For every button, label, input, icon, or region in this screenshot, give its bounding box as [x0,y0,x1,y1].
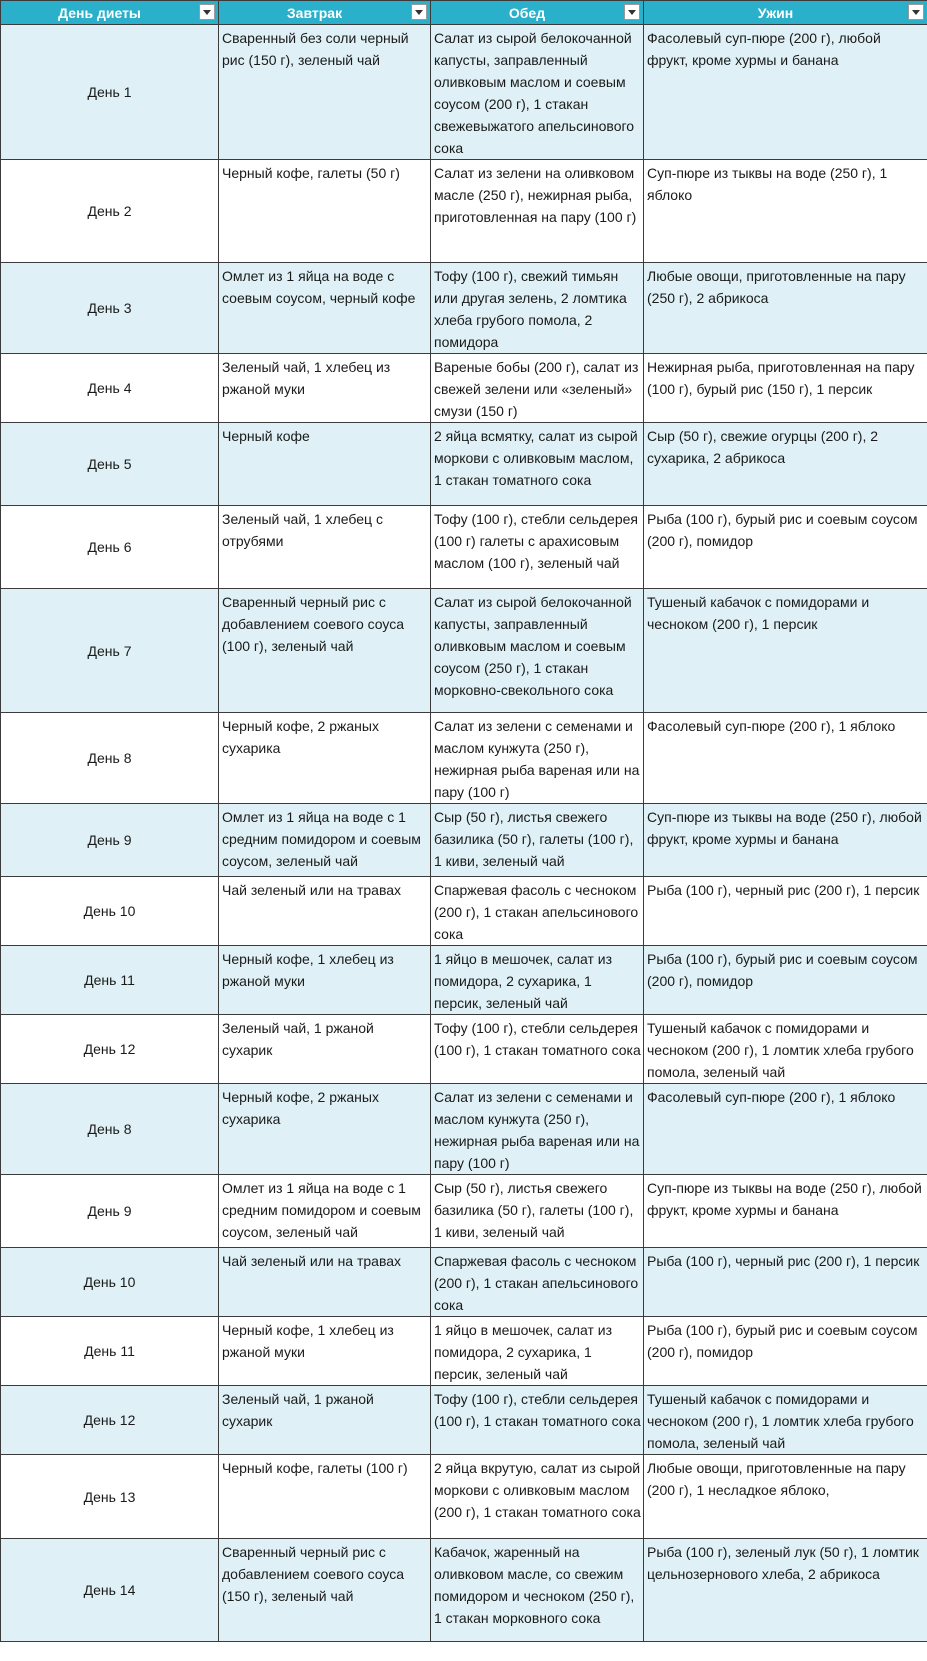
cell-dinner[interactable]: Рыба (100 г), черный рис (200 г), 1 персик [644,1248,927,1317]
cell-lunch[interactable]: 1 яйцо в мешочек, салат из помидора, 2 сухарика, 1 персик, зеленый чай [431,946,644,1015]
table-row [1,263,927,354]
filter-dropdown-icon[interactable] [908,4,924,20]
table-row [1,1317,927,1386]
table-row [1,877,927,946]
cell-breakfast[interactable]: Омлет из 1 яйца на воде с 1 средним помидором и соевым соусом, зеленый чай [219,1175,431,1248]
cell-breakfast[interactable]: Черный кофе, 2 ржаных сухарика [219,713,431,804]
cell-lunch[interactable]: Сыр (50 г), листья свежего базилика (50 г), галеты (100 г), 1 киви, зеленый чай [431,1175,644,1248]
cell-dinner[interactable]: Суп-пюре из тыквы на воде (250 г), любой фрукт, кроме хурмы и банана [644,1175,927,1248]
cell-breakfast[interactable]: Сваренный черный рис с добавлением соевого соуса (100 г), зеленый чай [219,589,431,713]
table-row [1,506,927,589]
cell-breakfast[interactable]: Омлет из 1 яйца на воде с 1 средним помидором и соевым соусом, зеленый чай [219,804,431,877]
cell-dinner[interactable]: Любые овощи, приготовленные на пару (200 г), 1 несладкое яблоко, [644,1455,927,1539]
header-dinner-label: Ужин [757,4,794,21]
cell-lunch[interactable]: Спаржевая фасоль с чесноком (200 г), 1 стакан апельсинового сока [431,877,644,946]
cell-lunch[interactable]: Салат из зелени на оливковом масле (250 г), нежирная рыба, приготовленная на пару (100 г) [431,160,644,263]
header-dinner [644,1,927,25]
table-row [1,804,927,877]
cell-day[interactable]: День 4 [1,354,219,423]
cell-breakfast[interactable]: Сваренный черный рис с добавлением соевого соуса (150 г), зеленый чай [219,1539,431,1642]
cell-dinner[interactable]: Суп-пюре из тыквы на воде (250 г), любой фрукт, кроме хурмы и банана [644,804,927,877]
cell-breakfast[interactable]: Черный кофе [219,423,431,506]
table-row [1,423,927,506]
cell-breakfast[interactable]: Зеленый чай, 1 ржаной сухарик [219,1386,431,1455]
cell-day[interactable]: День 2 [1,160,219,263]
cell-dinner[interactable]: Фасолевый суп-пюре (200 г), 1 яблоко [644,1084,927,1175]
table-row [1,946,927,1015]
cell-breakfast[interactable]: Черный кофе, 1 хлебец из ржаной муки [219,946,431,1015]
cell-lunch[interactable]: Тофу (100 г), стебли сельдерея (100 г), 1 стакан томатного сока [431,1386,644,1455]
cell-day[interactable]: День 13 [1,1455,219,1539]
cell-day[interactable]: День 11 [1,1317,219,1386]
header-breakfast-label: Завтрак [286,4,343,21]
cell-dinner[interactable]: Рыба (100 г), бурый рис и соевым соусом (200 г), помидор [644,946,927,1015]
header-day [1,1,219,25]
cell-day[interactable]: День 8 [1,1084,219,1175]
cell-breakfast[interactable]: Черный кофе, 2 ржаных сухарика [219,1084,431,1175]
cell-lunch[interactable]: Тофу (100 г), свежий тимьян или другая зелень, 2 ломтика хлеба грубого помола, 2 помидора [431,263,644,354]
table-row [1,25,927,160]
cell-day[interactable]: День 8 [1,713,219,804]
cell-lunch[interactable]: Салат из зелени с семенами и маслом кунжута (250 г), нежирная рыба вареная или на пару (100 г) [431,1084,644,1175]
filter-dropdown-icon[interactable] [624,4,640,20]
table-row [1,1386,927,1455]
cell-day[interactable]: День 9 [1,1175,219,1248]
cell-day[interactable]: День 9 [1,804,219,877]
table-body [1,25,927,1642]
header-breakfast [219,1,431,25]
cell-breakfast[interactable]: Чай зеленый или на травах [219,1248,431,1317]
cell-breakfast[interactable]: Чай зеленый или на травах [219,877,431,946]
cell-breakfast[interactable]: Черный кофе, галеты (50 г) [219,160,431,263]
cell-day[interactable]: День 5 [1,423,219,506]
cell-day[interactable]: День 12 [1,1386,219,1455]
table-row [1,160,927,263]
header-row [1,1,927,25]
filter-dropdown-icon[interactable] [199,4,215,20]
cell-lunch[interactable]: Спаржевая фасоль с чесноком (200 г), 1 стакан апельсинового сока [431,1248,644,1317]
cell-breakfast[interactable]: Омлет из 1 яйца на воде с соевым соусом, черный кофе [219,263,431,354]
cell-day[interactable]: День 11 [1,946,219,1015]
cell-dinner[interactable]: Нежирная рыба, приготовленная на пару (100 г), бурый рис (150 г), 1 персик [644,354,927,423]
header-lunch [431,1,644,25]
cell-lunch[interactable]: Вареные бобы (200 г), салат из свежей зелени или «зеленый» смузи (150 г) [431,354,644,423]
table-row [1,1084,927,1175]
cell-dinner[interactable]: Тушеный кабачок с помидорами и чесноком (200 г), 1 персик [644,589,927,713]
cell-day[interactable]: День 14 [1,1539,219,1642]
header-day-label: День диеты [58,4,141,21]
cell-lunch[interactable]: Салат из сырой белокочанной капусты, заправленный оливковым маслом и соевым соусом (250 г), 1 стакан морковно-свекольного сока [431,589,644,713]
cell-breakfast[interactable]: Зеленый чай, 1 хлебец с отрубями [219,506,431,589]
cell-breakfast[interactable]: Сваренный без соли черный рис (150 г), зеленый чай [219,25,431,160]
cell-dinner[interactable]: Фасолевый суп-пюре (200 г), любой фрукт, кроме хурмы и банана [644,25,927,160]
cell-lunch[interactable]: 2 яйца всмятку, салат из сырой моркови с оливковым маслом, 1 стакан томатного сока [431,423,644,506]
table-row [1,354,927,423]
cell-day[interactable]: День 10 [1,1248,219,1317]
cell-breakfast[interactable]: Зеленый чай, 1 хлебец из ржаной муки [219,354,431,423]
cell-dinner[interactable]: Рыба (100 г), бурый рис и соевым соусом (200 г), помидор [644,1317,927,1386]
cell-day[interactable]: День 12 [1,1015,219,1084]
cell-day[interactable]: День 10 [1,877,219,946]
table-row [1,713,927,804]
table-row [1,1539,927,1642]
cell-dinner[interactable]: Рыба (100 г), черный рис (200 г), 1 персик [644,877,927,946]
cell-day[interactable]: День 1 [1,25,219,160]
table-header [1,1,927,25]
cell-breakfast[interactable]: Черный кофе, 1 хлебец из ржаной муки [219,1317,431,1386]
table-row [1,1175,927,1248]
cell-day[interactable]: День 6 [1,506,219,589]
table-row [1,1248,927,1317]
cell-lunch[interactable]: Кабачок, жаренный на оливковом масле, со свежим помидором и чесноком (250 г), 1 стакан морковного сока [431,1539,644,1642]
table-row [1,589,927,713]
cell-lunch[interactable]: 2 яйца вкрутую, салат из сырой моркови с оливковым маслом (200 г), 1 стакан томатного сока [431,1455,644,1539]
cell-lunch[interactable]: 1 яйцо в мешочек, салат из помидора, 2 сухарика, 1 персик, зеленый чай [431,1317,644,1386]
cell-dinner[interactable]: Фасолевый суп-пюре (200 г), 1 яблоко [644,713,927,804]
cell-day[interactable]: День 3 [1,263,219,354]
cell-dinner[interactable]: Тушеный кабачок с помидорами и чесноком (200 г), 1 ломтик хлеба грубого помола, зеленый чай [644,1386,927,1455]
cell-dinner[interactable]: Сыр (50 г), свежие огурцы (200 г), 2 сухарика, 2 абрикоса [644,423,927,506]
cell-dinner[interactable]: Суп-пюре из тыквы на воде (250 г), 1 яблоко [644,160,927,263]
cell-breakfast[interactable]: Черный кофе, галеты (100 г) [219,1455,431,1539]
header-lunch-label: Обед [508,4,546,21]
cell-breakfast[interactable]: Зеленый чай, 1 ржаной сухарик [219,1015,431,1084]
cell-lunch[interactable]: Салат из зелени с семенами и маслом кунжута (250 г), нежирная рыба вареная или на пару (100 г) [431,713,644,804]
table-row [1,1455,927,1539]
table-row [1,1015,927,1084]
cell-lunch[interactable]: Тофу (100 г), стебли сельдерея (100 г), 1 стакан томатного сока [431,1015,644,1084]
cell-lunch[interactable]: Тофу (100 г), стебли сельдерея (100 г) галеты с арахисовым маслом (100 г), зеленый чай [431,506,644,589]
cell-day[interactable]: День 7 [1,589,219,713]
cell-dinner[interactable]: Любые овощи, приготовленные на пару (250 г), 2 абрикоса [644,263,927,354]
cell-dinner[interactable]: Тушеный кабачок с помидорами и чесноком (200 г), 1 ломтик хлеба грубого помола, зеленый чай [644,1015,927,1084]
cell-dinner[interactable]: Рыба (100 г), зеленый лук (50 г), 1 ломтик цельнозернового хлеба, 2 абрикоса [644,1539,927,1642]
cell-lunch[interactable]: Сыр (50 г), листья свежего базилика (50 г), галеты (100 г), 1 киви, зеленый чай [431,804,644,877]
cell-dinner[interactable]: Рыба (100 г), бурый рис и соевым соусом (200 г), помидор [644,506,927,589]
filter-dropdown-icon[interactable] [411,4,427,20]
cell-lunch[interactable]: Салат из сырой белокочанной капусты, заправленный оливковым маслом и соевым соусом (200 г), 1 стакан свежевыжатого апельсинового сока [431,25,644,160]
